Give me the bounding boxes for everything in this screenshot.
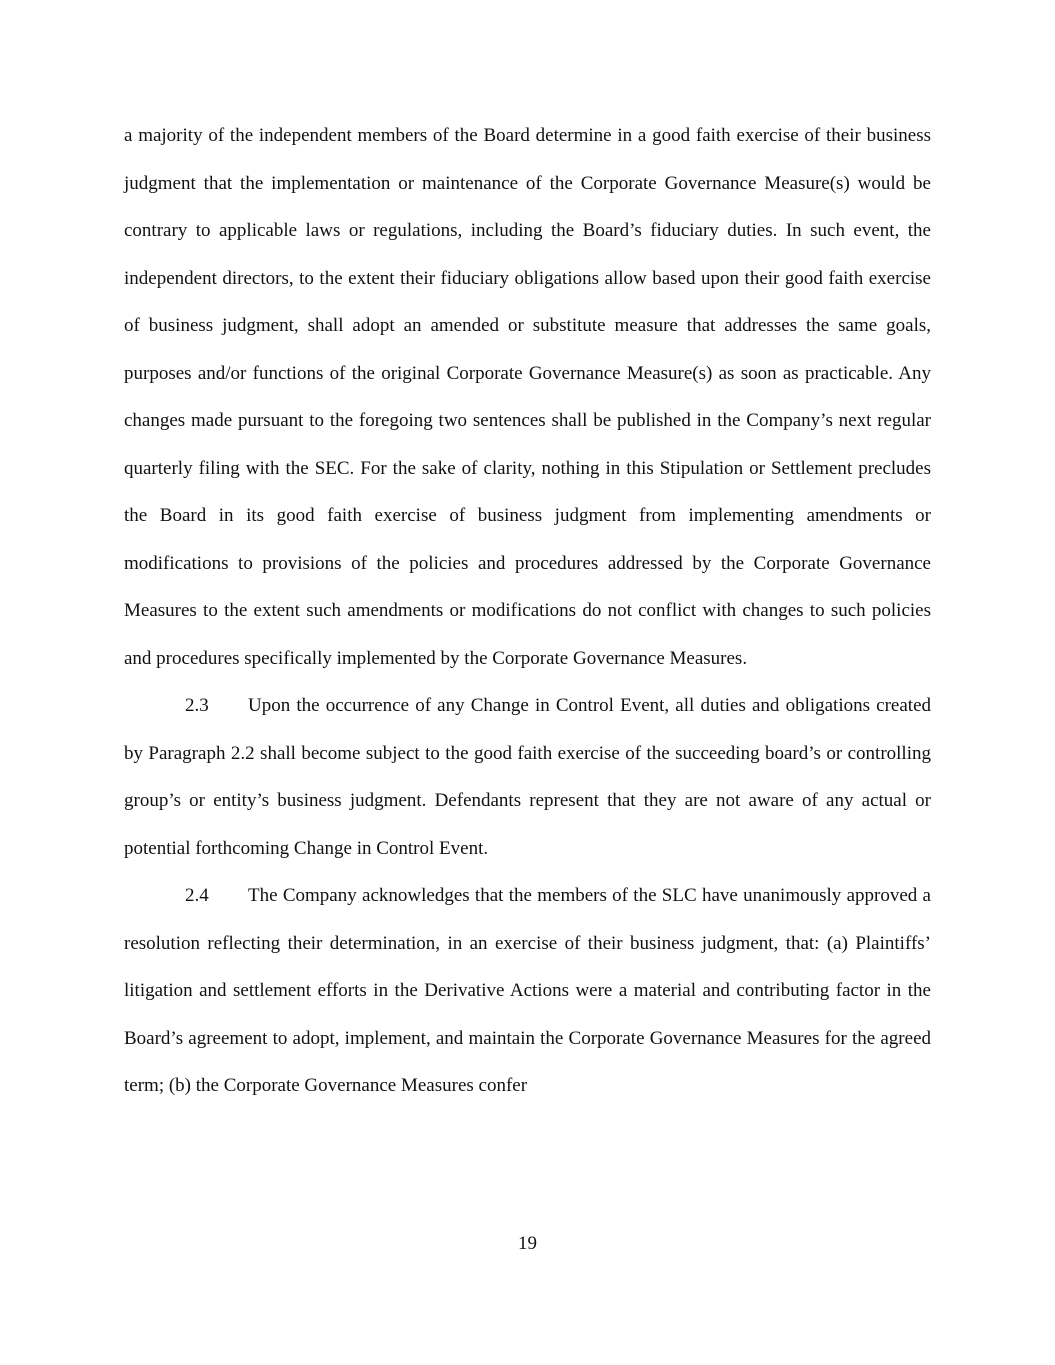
paragraph-continued xyxy=(124,112,931,682)
page-number: 19 xyxy=(518,1233,537,1254)
body-text xyxy=(124,112,931,1110)
paragraph-text: The Company acknowledges that the members of the SLC have unanimously approved a resolution reflecting their determination, in an exercise of their business judgment, that: (a) Plaintiffs’ litigation and settlement efforts in the Derivative Actions were a material and contributing factor in the Board’s agreement to adopt, implement, and maintain the Corporate Governance Measures for the agreed term; (b) the Corporate Governance Measures confer xyxy=(124,885,931,1096)
paragraph-number: 2.4 xyxy=(185,885,209,906)
paragraph-text: a majority of the independent members of the Board determine in a good faith exercise of their business judgment that the implementation or maintenance of the Corporate Governance Measure(s) would be contrary to applicable laws or regulations, including the Board’s fiduciary duties. In such event, the independent directors, to the extent their fiduciary obligations allow based upon their good faith exercise of business judgment, shall adopt an amended or substitute measure that addresses the same goals, purposes and/or functions of the original Corporate Governance Measure(s) as soon as practicable. Any changes made pursuant to the foregoing two sentences shall be published in the Company’s next regular quarterly filing with the SEC. For the sake of clarity, nothing in this Stipulation or Settlement precludes the Board in its good faith exercise of business judgment from implementing amendments or modifications to provisions of the policies and procedures addressed by the Corporate Governance Measures to the extent such amendments or modifications do not conflict with changes to such policies and procedures specifically implemented by the Corporate Governance Measures. xyxy=(124,125,931,669)
paragraph-2-3 xyxy=(124,682,931,872)
paragraph-text: Upon the occurrence of any Change in Control Event, all duties and obligations created by Paragraph 2.2 shall become subject to the good faith exercise of the succeeding board’s or controlling group’s or entity’s business judgment. Defendants represent that they are not aware of any actual or potential forthcoming Change in Control Event. xyxy=(124,695,931,859)
paragraph-number: 2.3 xyxy=(185,695,209,716)
paragraph-2-4 xyxy=(124,872,931,1110)
